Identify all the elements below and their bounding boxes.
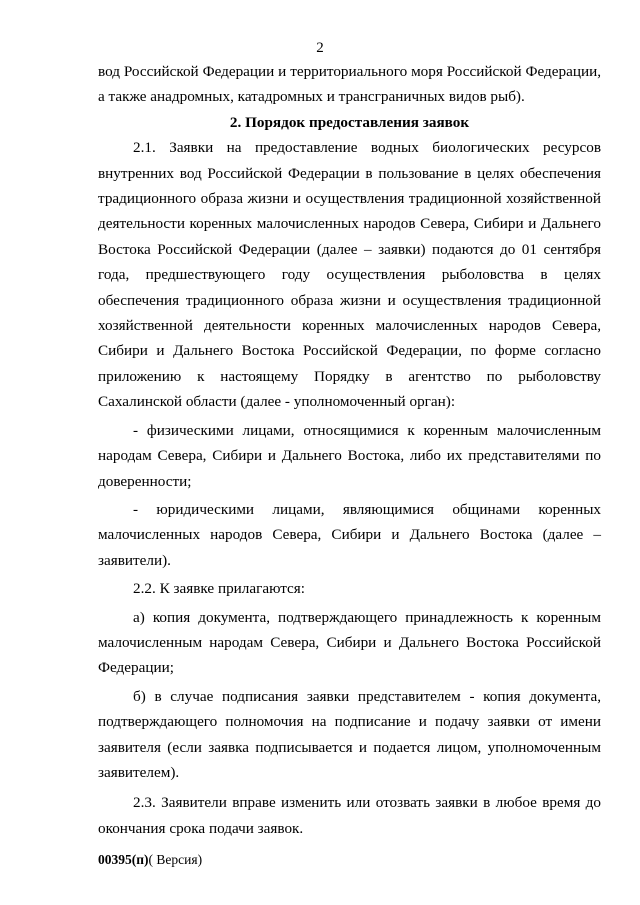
document-version: ( Версия) (148, 852, 203, 867)
paragraph-2-1: 2.1. Заявки на предоставление водных биологических ресурсов внутренних вод Российской Федерации в пользование в целях обеспечения традиционного образа жизни и осуществления традиционной хозяйственной деятельности коренных малочисленных народов Севера, Сибири и Дальнего Востока Российской Федерации (далее – заявки) подаются до 01 сентября года, предшествующего году осуществления рыболовства в целях обеспечения традиционного образа жизни и осуществления традиционной хозяйственной деятельности коренных малочисленных народов Севера, Сибири и Дальнего Востока Российской Федерации, по форме согласно приложению к настоящему Порядку в агентство по рыболовству Сахалинской области (далее - уполномоченный орган): (98, 139, 601, 411)
list-item-b: б) в случае подписания заявки представителем - копия документа, подтверждающего полномочия на подписание и подачу заявки от имени заявителя (если заявка подписывается и подается лицом, уполномоченным заявителем). (98, 687, 601, 781)
paragraph-continuation: вод Российской Федерации и территориального моря Российской Федерации, а также анадромных, катадромных и трансграничных видов рыб). (98, 63, 601, 106)
page-number: 2 (316, 40, 324, 56)
document-body (98, 59, 601, 841)
list-item-a: а) копия документа, подтверждающего принадлежность к коренным малочисленным народам Севера, Сибири и Дальнего Востока Российской Федерации; (98, 608, 601, 677)
document-code: 00395(п) (98, 852, 149, 867)
document-footer (98, 851, 202, 869)
list-item-legal-entities: - юридическими лицами, являющимися общинами коренных малочисленных народов Севера, Сибири и Дальнего Востока (далее – заявители). (98, 500, 601, 569)
list-item-individuals: - физическими лицами, относящимися к коренным малочисленным народам Севера, Сибири и Дальнего Востока, либо их представителями по доверенности; (98, 421, 601, 490)
paragraph-2-2: 2.2. К заявке прилагаются: (133, 580, 305, 598)
paragraph-2-3: 2.3. Заявители вправе изменить или отозвать заявки в любое время до окончания срока подачи заявок. (98, 794, 601, 837)
section-heading: 2. Порядок предоставления заявок (229, 113, 470, 131)
